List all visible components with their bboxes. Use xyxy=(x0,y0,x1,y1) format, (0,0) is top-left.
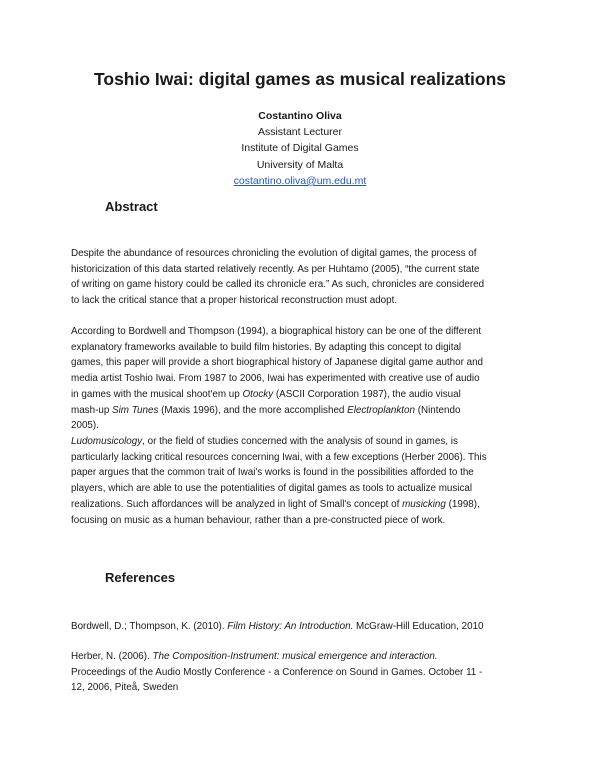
reference-item xyxy=(71,649,531,696)
text-run: McGraw-Hill Education, 2010 xyxy=(353,621,484,632)
abstract-paragraph xyxy=(71,324,531,434)
italic-text: musicking xyxy=(402,498,446,510)
text-line xyxy=(71,649,531,665)
text-run: (1998), xyxy=(445,498,480,510)
text-line xyxy=(71,340,531,356)
italic-text: Sim Tunes xyxy=(112,404,159,416)
text-line xyxy=(71,293,531,309)
text-line xyxy=(71,355,531,371)
text-run: focusing on music as a human behaviour, rather than a pre-constructed piece of work. xyxy=(71,514,446,526)
text-run: , or the field of studies concerned with the analysis of sound in games, is xyxy=(142,436,458,447)
text-line xyxy=(71,497,531,513)
italic-text: Electroplankton xyxy=(347,404,415,416)
text-line xyxy=(71,481,531,497)
text-run: Despite the abundance of resources chronicling the evolution of digital games, the process of xyxy=(71,248,477,259)
text-line xyxy=(71,277,531,293)
text-run: (Maxis 1996), and the more accomplished xyxy=(158,404,348,416)
italic-text: Ludomusicology xyxy=(71,436,143,447)
abstract-paragraph xyxy=(71,434,531,528)
italic-text: The Composition-Instrument: musical emergence and interaction. xyxy=(152,651,438,662)
text-line xyxy=(71,619,531,635)
text-run: mash-up xyxy=(71,404,113,416)
text-run: particularly lacking critical resources concerning Iwai, with a few exceptions (Herber 2006). This xyxy=(71,451,487,463)
paper-title: Toshio Iwai: digital games as musical realizations xyxy=(93,69,507,89)
text-line xyxy=(71,324,531,340)
text-run: players, which are able to use the potentialities of digital games as tools to actualize musical xyxy=(71,483,473,495)
references-heading: References xyxy=(105,570,176,585)
text-run: (Nintendo xyxy=(415,404,461,416)
text-line xyxy=(71,371,531,387)
text-run: According to Bordwell and Thompson (1994), a biographical history can be one of the different xyxy=(71,326,482,337)
text-line xyxy=(71,465,531,481)
text-run: (ASCII Corporation 1987), the audio visual xyxy=(273,388,461,400)
text-line xyxy=(71,450,531,466)
abstract-paragraph xyxy=(71,246,531,309)
author-email-link[interactable]: costantino.oliva@um.edu.mt xyxy=(233,174,367,187)
text-run: Herber, N. (2006). xyxy=(71,651,153,662)
text-line xyxy=(71,246,531,262)
author-university: University of Malta xyxy=(256,158,344,171)
text-line xyxy=(71,513,531,529)
text-run: explanatory frameworks available to build film histories. By adapting this concept to digital xyxy=(71,341,462,353)
abstract-heading: Abstract xyxy=(105,199,158,214)
text-line xyxy=(71,434,531,450)
text-run: 12, 2006, Piteå, Sweden xyxy=(71,682,179,694)
text-line xyxy=(71,418,531,434)
author-block xyxy=(100,108,500,189)
text-line xyxy=(71,403,531,419)
text-run: media artist Toshio Iwai. From 1987 to 2006, Iwai has experimented with creative use of audio xyxy=(71,373,480,385)
text-run: games, this paper will provide a short biographical history of Japanese digital game author and xyxy=(71,357,484,369)
text-run: paper argues that the common trait of Iwai's works is found in the possibilities afforded to the xyxy=(71,467,474,479)
text-run: realizations. Such affordances will be analyzed in light of Small's concept of xyxy=(71,498,403,510)
author-position: Assistant Lecturer xyxy=(257,126,343,139)
italic-text: Film History: An Introduction. xyxy=(227,621,354,632)
reference-item xyxy=(71,619,531,635)
text-run: of writing on game history could be called its chronicle era.” As such, chronicles are considered xyxy=(71,279,485,291)
text-run: historicization of this data started relatively recently. As per Huhtamo (2005), “the current state xyxy=(71,263,480,275)
text-line xyxy=(71,665,531,681)
author-institute: Institute of Digital Games xyxy=(241,142,359,155)
text-line xyxy=(71,387,531,403)
author-name: Costantino Oliva xyxy=(258,110,342,122)
text-run: Bordwell, D.; Thompson, K. (2010). xyxy=(71,621,228,632)
text-line xyxy=(71,680,531,696)
text-run: Proceedings of the Audio Mostly Conference - a Conference on Sound in Games. October 11 - xyxy=(71,666,483,678)
text-run: in games with the musical shoot'em up xyxy=(71,388,243,400)
text-run: 2005). xyxy=(71,420,99,432)
italic-text: Otocky xyxy=(242,388,274,400)
text-line xyxy=(71,262,531,278)
text-run: to lack the critical stance that a proper historical reconstruction must adopt. xyxy=(71,295,398,307)
